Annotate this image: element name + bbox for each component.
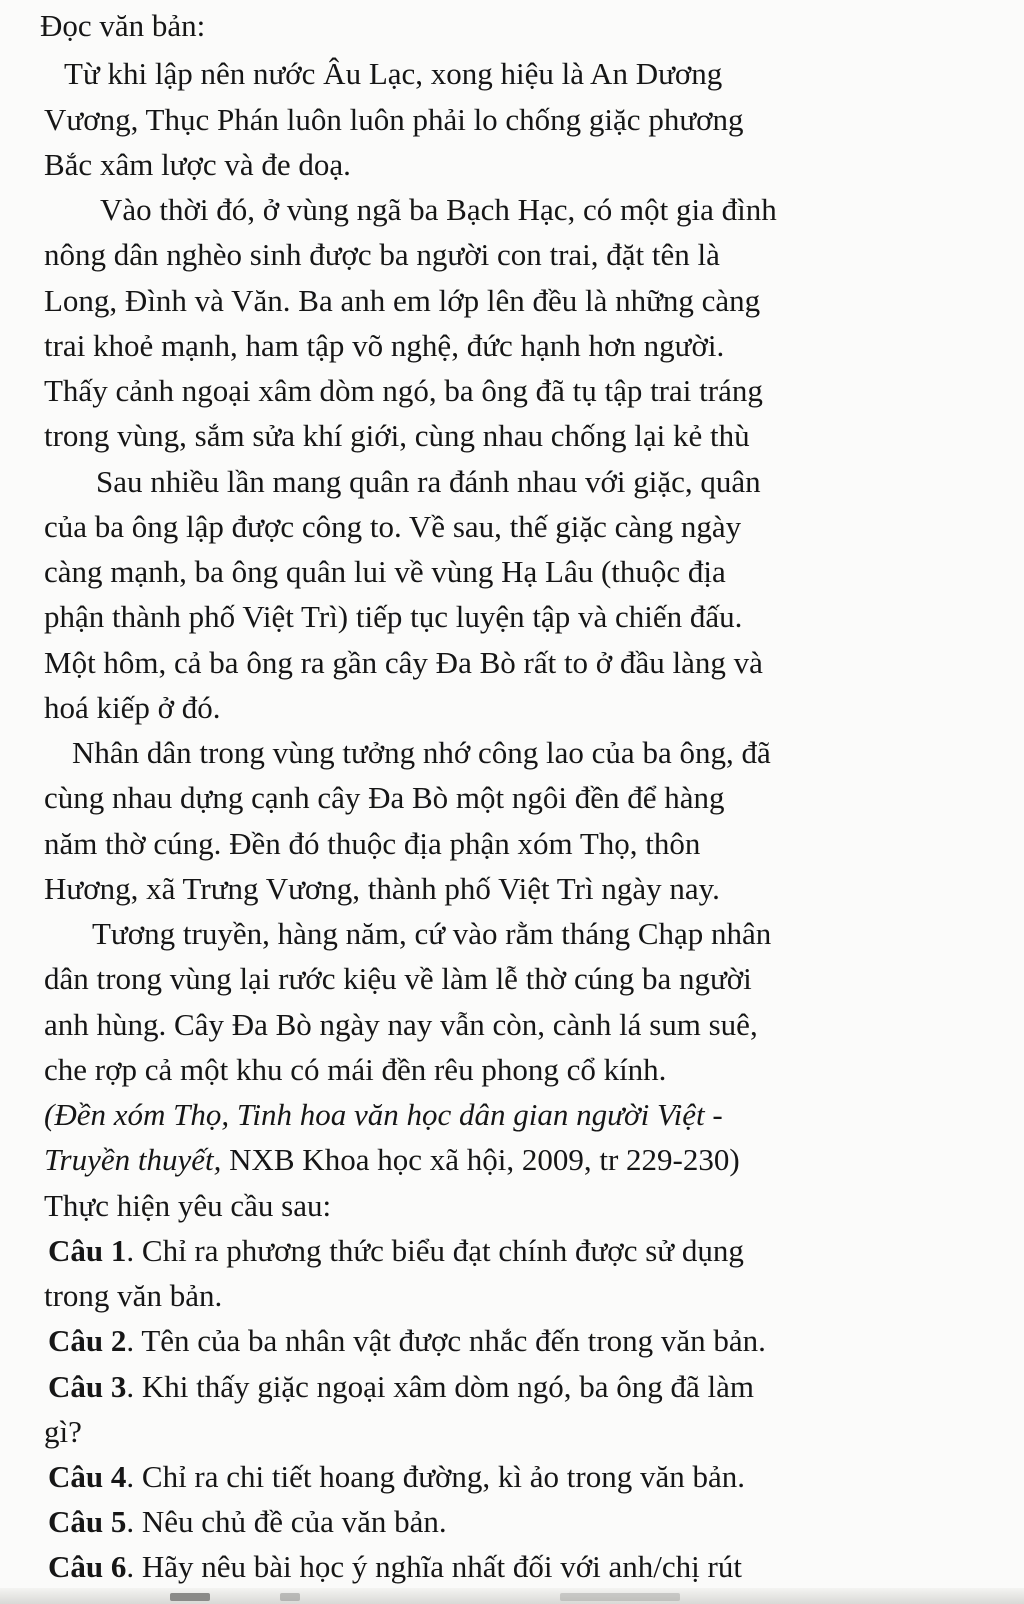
question-text: . Chỉ ra chi tiết hoang đường, kì ảo trong văn bản. (126, 1459, 746, 1494)
question-1 (48, 1231, 744, 1271)
passage-line: năm thờ cúng. Đền đó thuộc địa phận xóm Thọ, thôn (44, 826, 701, 861)
passage-line: dân trong vùng lại rước kiệu về làm lễ thờ cúng ba người (44, 961, 752, 996)
passage-line: Vào thời đó, ở vùng ngã ba Bạch Hạc, có một gia đình (100, 192, 777, 227)
question-label: Câu 5 (48, 1504, 127, 1539)
cut-off-text-mark (560, 1593, 680, 1601)
passage-line: của ba ông lập được công to. Về sau, thế giặc càng ngày (44, 509, 742, 544)
question-label: Câu 1 (48, 1233, 127, 1268)
passage-line: che rợp cả một khu có mái đền rêu phong cổ kính. (44, 1052, 667, 1087)
passage-line: Tương truyền, hàng năm, cứ vào rằm tháng Chạp nhân (92, 916, 772, 951)
question-text: . Chỉ ra phương thức biểu đạt chính được sử dụng (126, 1233, 744, 1268)
passage-line: Từ khi lập nên nước Âu Lạc, xong hiệu là An Dương (64, 56, 723, 91)
source-title: Truyền thuyết, (44, 1142, 222, 1177)
question-label: Câu 2 (48, 1323, 127, 1358)
source-line-1: (Đền xóm Thọ, Tinh hoa văn học dân gian người Việt - (44, 1097, 723, 1132)
passage-line: Một hôm, cả ba ông ra gần cây Đa Bò rất to ở đầu làng và (44, 645, 763, 680)
question-5 (48, 1502, 447, 1542)
passage-line: Nhân dân trong vùng tưởng nhớ công lao của ba ông, đã (72, 735, 771, 770)
passage-line: Vương, Thục Phán luôn luôn phải lo chống giặc phương (44, 102, 744, 137)
passage-line: Long, Đình và Văn. Ba anh em lớp lên đều là những càng (44, 283, 761, 318)
question-3 (48, 1367, 754, 1407)
passage-line: Hương, xã Trưng Vương, thành phố Việt Trì ngày nay. (44, 871, 720, 906)
passage-line: Thấy cảnh ngoại xâm dòm ngó, ba ông đã tụ tập trai tráng (44, 373, 763, 408)
passage-line: Bắc xâm lược và đe doạ. (44, 147, 351, 182)
heading: Đọc văn bản: (40, 8, 206, 43)
question-label: Câu 3 (48, 1369, 127, 1404)
source-publisher: NXB Khoa học xã hội, 2009, tr 229-230) (221, 1142, 740, 1177)
passage-line: hoá kiếp ở đó. (44, 690, 221, 725)
question-text: . Hãy nêu bài học ý nghĩa nhất đối với anh/chị rút (126, 1549, 742, 1584)
question-3-cont: gì? (44, 1414, 82, 1449)
cut-off-text-mark (280, 1593, 300, 1601)
passage-line: Sau nhiều lần mang quân ra đánh nhau với giặc, quân (96, 464, 761, 499)
question-label: Câu 6 (48, 1549, 127, 1584)
passage-line: trong vùng, sắm sửa khí giới, cùng nhau chống lại kẻ thù (44, 418, 750, 453)
instruction: Thực hiện yêu cầu sau: (44, 1188, 332, 1223)
passage-line: anh hùng. Cây Đa Bò ngày nay vẫn còn, cành lá sum suê, (44, 1007, 758, 1042)
question-6 (48, 1547, 742, 1587)
passage-line: phận thành phố Việt Trì) tiếp tục luyện tập và chiến đấu. (44, 599, 743, 634)
cut-off-text-mark (170, 1593, 210, 1601)
passage-line: càng mạnh, ba ông quân lui về vùng Hạ Lâu (thuộc địa (44, 554, 726, 589)
question-2 (48, 1321, 766, 1361)
passage-line: cùng nhau dựng cạnh cây Đa Bò một ngôi đền để hàng (44, 780, 725, 815)
question-text: . Nêu chủ đề của văn bản. (126, 1504, 447, 1539)
question-1-cont: trong văn bản. (44, 1278, 223, 1313)
source-line-2 (44, 1140, 740, 1180)
passage-line: nông dân nghèo sinh được ba người con trai, đặt tên là (44, 237, 720, 272)
question-4 (48, 1457, 745, 1497)
question-text: . Khi thấy giặc ngoại xâm dòm ngó, ba ông đã làm (126, 1369, 755, 1404)
question-label: Câu 4 (48, 1459, 127, 1494)
question-text: . Tên của ba nhân vật được nhắc đến trong văn bản. (126, 1323, 766, 1358)
passage-line: trai khoẻ mạnh, ham tập võ nghệ, đức hạnh hơn người. (44, 328, 725, 363)
page-bottom-edge (0, 1588, 1024, 1604)
